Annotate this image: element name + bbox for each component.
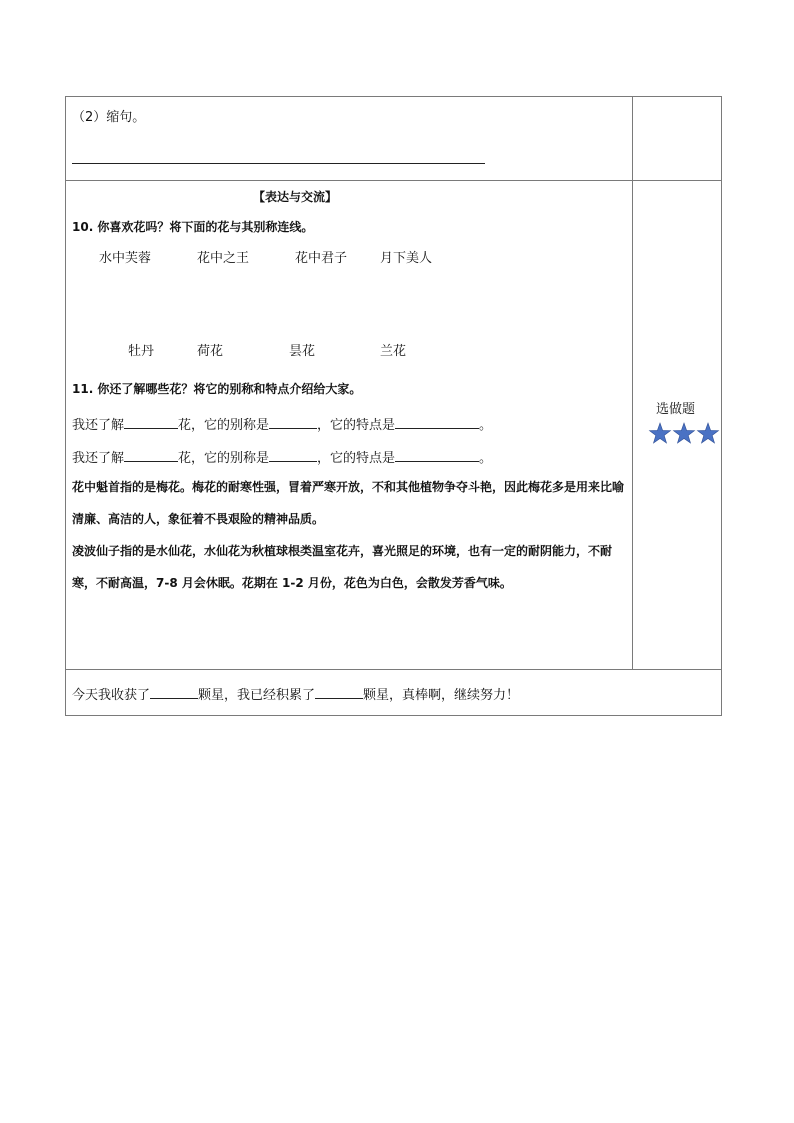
row-divider-1 [65, 180, 722, 181]
flower-epiphyllum[interactable]: 昙花 [289, 344, 316, 359]
fill-row-1-blank-feature[interactable] [395, 415, 479, 429]
fill-row-2 [72, 448, 492, 468]
footer-text-a: 今天我收获了 [72, 688, 151, 703]
row-divider-2 [65, 669, 722, 670]
question-10: 10. 你喜欢花吗？将下面的花与其别称连线。 [72, 220, 314, 234]
fill-row-1-blank-flower[interactable] [124, 415, 178, 429]
footer-summary [72, 685, 519, 705]
fill-row-1-text-d: 。 [479, 418, 493, 433]
table-border-left [65, 96, 66, 716]
answer-line[interactable] [72, 163, 485, 164]
table-border-right [721, 96, 722, 716]
star-icon [650, 423, 671, 443]
fill-row-2-text-c: ，它的特点是 [317, 451, 396, 466]
column-divider [632, 96, 633, 670]
star-icon [698, 423, 719, 443]
worksheet-table [65, 96, 722, 716]
section-heading: 【表达与交流】 [253, 190, 338, 204]
table-border-bottom [65, 715, 722, 716]
footer-blank-today-stars[interactable] [150, 685, 198, 699]
footer-text-c: 颗星，真棒啊，继续努力！ [363, 688, 520, 703]
star-rating [648, 422, 720, 446]
subquestion-text: （2）缩句。 [72, 110, 146, 125]
fill-row-1-text-a: 我还了解 [72, 418, 125, 433]
nickname-water-hibiscus[interactable]: 水中芙蓉 [99, 251, 152, 266]
footer-blank-total-stars[interactable] [315, 685, 363, 699]
fill-row-2-text-b: 花，它的别称是 [178, 451, 270, 466]
flower-lotus[interactable]: 荷花 [197, 344, 224, 359]
flower-peony[interactable]: 牡丹 [128, 344, 155, 359]
fill-row-2-text-a: 我还了解 [72, 451, 125, 466]
optional-label: 选做题 [656, 402, 696, 417]
flower-orchid[interactable]: 兰花 [380, 344, 407, 359]
nickname-gentleman-of-flowers[interactable]: 花中君子 [295, 251, 348, 266]
fill-row-2-blank-feature[interactable] [395, 448, 479, 462]
example-plum-blossom: 花中魁首指的是梅花。梅花的耐寒性强，冒着严寒开放，不和其他植物争夺斗艳，因此梅花多是用来比喻清廉、高洁的人，象征着不畏艰险的精神品质。 [72, 480, 625, 526]
nickname-king-of-flowers[interactable]: 花中之王 [197, 251, 250, 266]
fill-row-1 [72, 415, 492, 435]
fill-row-1-blank-nickname[interactable] [269, 415, 317, 429]
fill-row-1-text-c: ，它的特点是 [317, 418, 396, 433]
fill-row-2-text-d: 。 [479, 451, 493, 466]
fill-row-2-blank-nickname[interactable] [269, 448, 317, 462]
table-border-top [65, 96, 722, 97]
example-narcissus: 凌波仙子指的是水仙花，水仙花为秋植球根类温室花卉，喜光照足的环境，也有一定的耐阴能力，不耐寒，不耐高温，7-8 月会休眠。花期在 1-2 月份，花色为白色，会散发芳香气味。 [72, 544, 613, 590]
fill-row-2-blank-flower[interactable] [124, 448, 178, 462]
question-11: 11. 你还了解哪些花？将它的别称和特点介绍给大家。 [72, 382, 362, 396]
fill-row-1-text-b: 花，它的别称是 [178, 418, 270, 433]
nickname-beauty-under-moon[interactable]: 月下美人 [380, 251, 433, 266]
star-icon [674, 423, 695, 443]
footer-text-b: 颗星，我已经积累了 [198, 688, 316, 703]
